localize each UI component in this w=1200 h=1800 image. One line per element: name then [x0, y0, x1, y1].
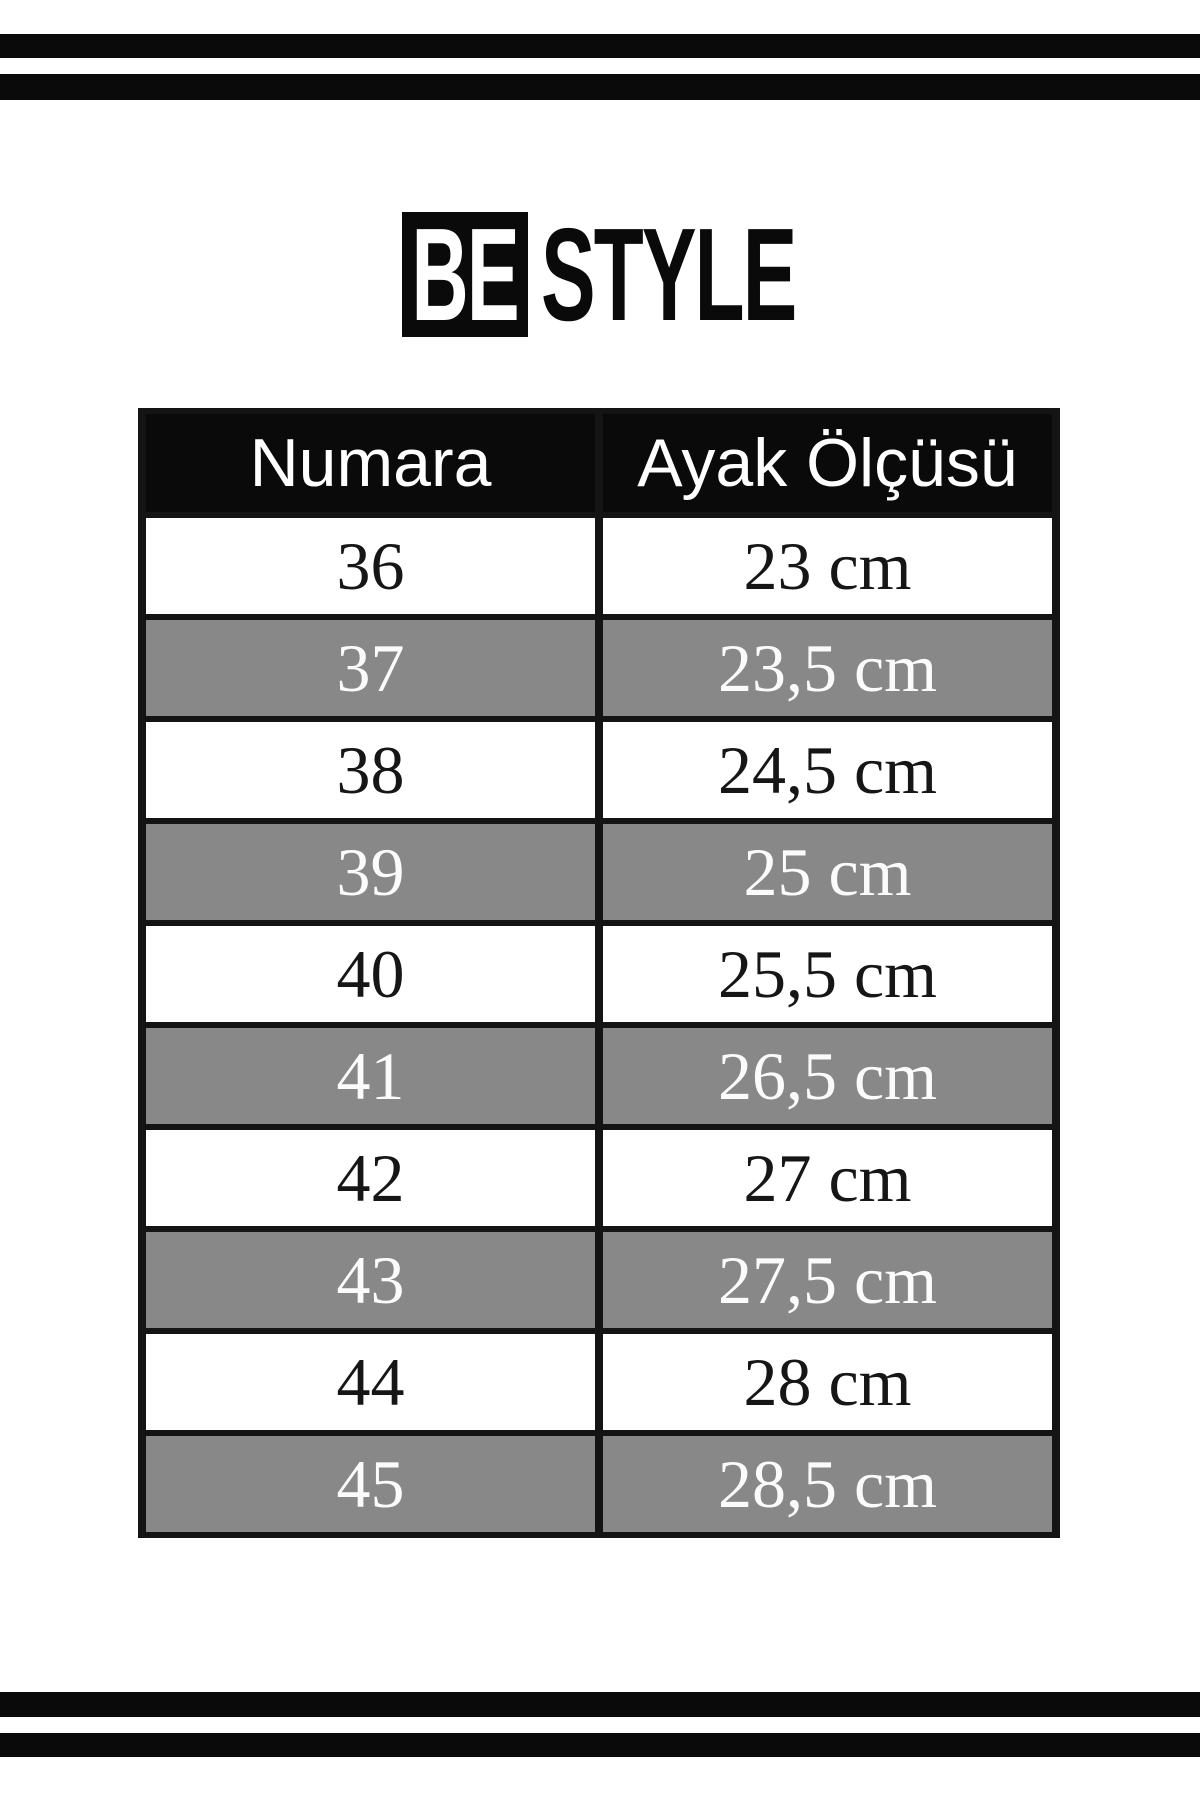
size-cell: 37 [142, 617, 599, 719]
logo-be-text: BE [411, 200, 518, 348]
table-row [142, 1433, 1056, 1535]
top-stripe-2 [0, 74, 1200, 100]
logo-style-text: STYLE [540, 200, 795, 348]
bottom-stripe-1 [0, 1692, 1200, 1717]
size-cell: 39 [142, 821, 599, 923]
measure-cell: 28 cm [599, 1331, 1056, 1433]
size-chart-header-row [142, 411, 1056, 515]
table-row [142, 1025, 1056, 1127]
bottom-stripe-2 [0, 1733, 1200, 1757]
table-row [142, 1127, 1056, 1229]
table-row [142, 719, 1056, 821]
measure-cell: 25 cm [599, 821, 1056, 923]
measure-cell: 27 cm [599, 1127, 1056, 1229]
measure-cell: 27,5 cm [599, 1229, 1056, 1331]
table-row [142, 617, 1056, 719]
top-stripe-1 [0, 34, 1200, 58]
column-header-ayak-olcusu: Ayak Ölçüsü [599, 411, 1056, 515]
table-row [142, 1331, 1056, 1433]
table-row [142, 1229, 1056, 1331]
measure-cell: 24,5 cm [599, 719, 1056, 821]
size-chart-table [138, 408, 1060, 1538]
size-cell: 41 [142, 1025, 599, 1127]
size-cell: 44 [142, 1331, 599, 1433]
table-row [142, 821, 1056, 923]
logo-style [540, 200, 799, 348]
size-cell: 42 [142, 1127, 599, 1229]
table-row [142, 515, 1056, 617]
measure-cell: 23 cm [599, 515, 1056, 617]
measure-cell: 26,5 cm [599, 1025, 1056, 1127]
table-row [142, 923, 1056, 1025]
brand-logo [0, 200, 1200, 348]
size-cell: 43 [142, 1229, 599, 1331]
measure-cell: 28,5 cm [599, 1433, 1056, 1535]
column-header-numara: Numara [142, 411, 599, 515]
size-cell: 45 [142, 1433, 599, 1535]
size-cell: 36 [142, 515, 599, 617]
size-cell: 38 [142, 719, 599, 821]
logo-be-box [402, 200, 528, 348]
size-cell: 40 [142, 923, 599, 1025]
measure-cell: 23,5 cm [599, 617, 1056, 719]
measure-cell: 25,5 cm [599, 923, 1056, 1025]
